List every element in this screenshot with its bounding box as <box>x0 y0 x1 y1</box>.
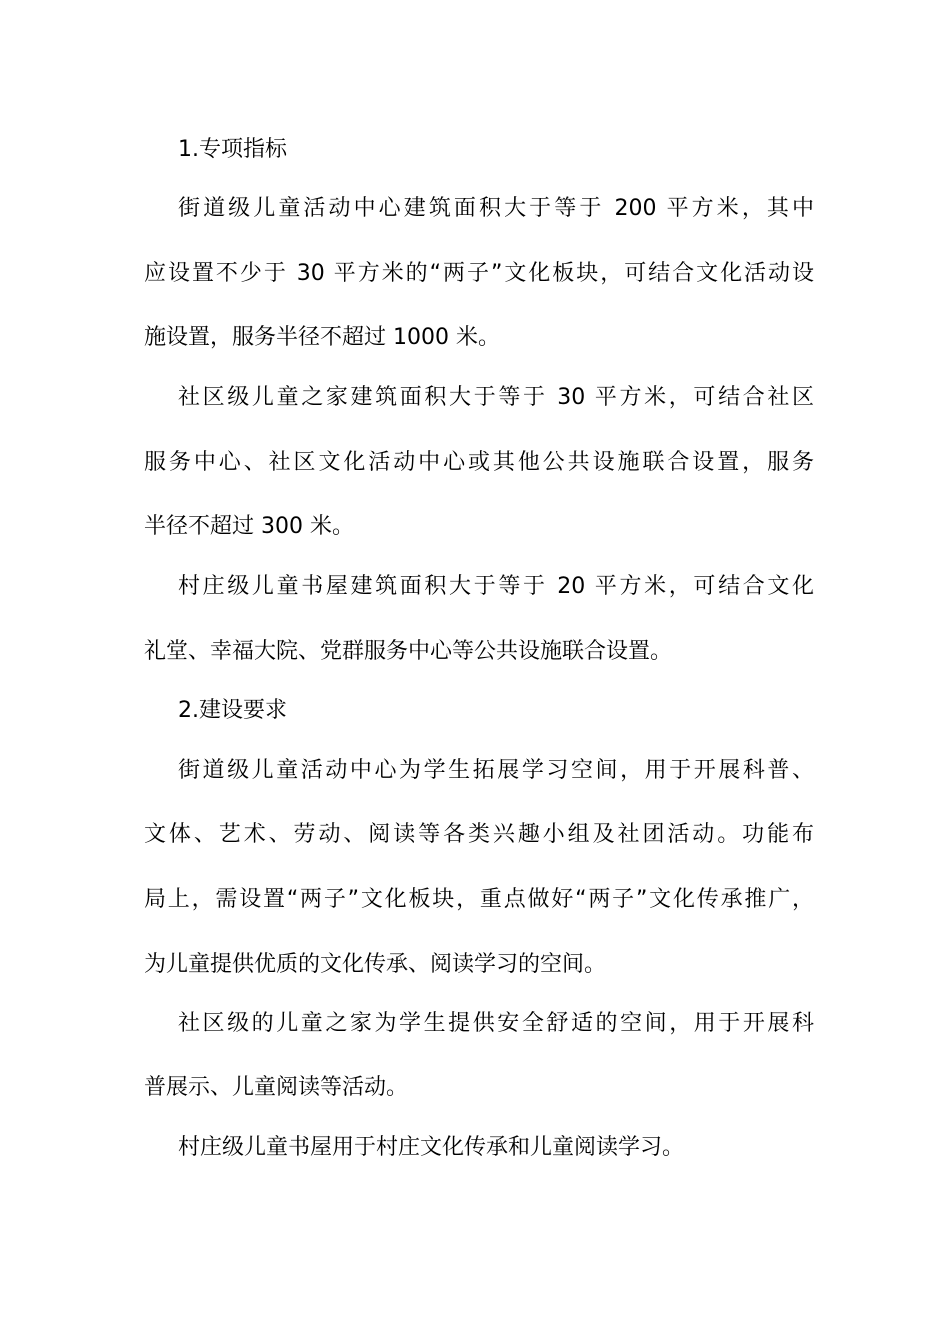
paragraph-1-line-2: 应设置不少于 30 平方米的“两子”文化板块，可结合文化活动设 <box>144 261 814 286</box>
paragraph-6-line-1: 村庄级儿童书屋用于村庄文化传承和儿童阅读学习。 <box>178 1135 685 1160</box>
paragraph-1-line-3: 施设置，服务半径不超过 1000 米。 <box>144 325 500 350</box>
paragraph-3-line-1: 村庄级儿童书屋建筑面积大于等于 20 平方米，可结合文化 <box>178 574 814 599</box>
paragraph-4-line-4: 为儿童提供优质的文化传承、阅读学习的空间。 <box>144 952 607 977</box>
paragraph-5-line-1: 社区级的儿童之家为学生提供安全舒适的空间，用于开展科 <box>178 1011 814 1036</box>
paragraph-2-line-3: 半径不超过 300 米。 <box>144 514 354 539</box>
section-heading-1: 1.专项指标 <box>178 137 287 162</box>
paragraph-2-line-1: 社区级儿童之家建筑面积大于等于 30 平方米，可结合社区 <box>178 385 814 410</box>
paragraph-5-line-2: 普展示、儿童阅读等活动。 <box>144 1075 409 1100</box>
paragraph-4-line-3: 局上，需设置“两子”文化板块，重点做好“两子”文化传承推广， <box>144 887 814 912</box>
section-heading-2: 2.建设要求 <box>178 698 287 723</box>
paragraph-1-line-1: 街道级儿童活动中心建筑面积大于等于 200 平方米，其中 <box>178 196 814 221</box>
paragraph-3-line-2: 礼堂、幸福大院、党群服务中心等公共设施联合设置。 <box>144 639 673 664</box>
paragraph-4-line-2: 文体、艺术、劳动、阅读等各类兴趣小组及社团活动。功能布 <box>144 822 814 847</box>
paragraph-2-line-2: 服务中心、社区文化活动中心或其他公共设施联合设置，服务 <box>144 450 814 475</box>
paragraph-4-line-1: 街道级儿童活动中心为学生拓展学习空间，用于开展科普、 <box>178 758 814 783</box>
